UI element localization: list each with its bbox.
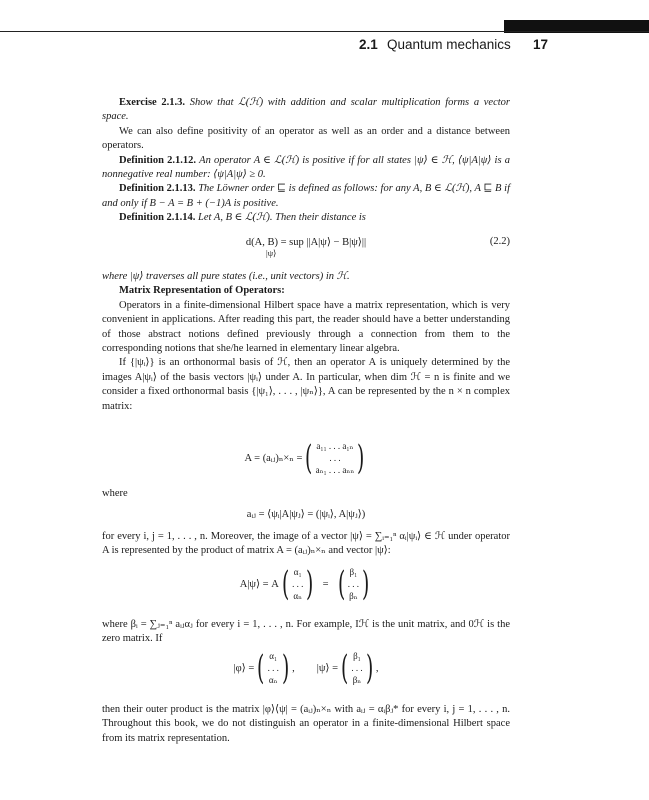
psi-lhs: |ψ⟩ = (316, 663, 339, 674)
equation-2-2 (102, 236, 510, 258)
exercise-text: Show that ℒ(ℋ) with addition and scalar multiplication forms a vector space. (102, 97, 510, 123)
subheading-matrix: Matrix Representation of Operators: (119, 285, 285, 297)
vector-entry: β₁ (349, 567, 358, 577)
paragraph-image: for every i, j = 1, . . . , n. Moreover, the image of a vector |ψ⟩ = ∑ᵢ₌₁ⁿ αᵢ|ψᵢ⟩ ∈ ℋ under operator A is represented by the product of matrix A = (aᵢⱼ)ₙ×ₙ and vector |ψ⟩: (102, 531, 510, 557)
paragraph-basis: If {|ψᵢ⟩} is an orthonormal basis of ℋ, then an operator A is uniquely determined by the images A|ψᵢ⟩ of the basis vectors |ψᵢ⟩ under A. In particular, when dim ℋ = n is finite and we consider a fixed orthonormal basis {|ψ₁⟩, . . . , |ψₙ⟩}, A can be represented by the n × n complex matrix: (102, 357, 510, 412)
exercise-block (102, 96, 510, 226)
definition-13-label: Definition 2.1.13. (119, 183, 196, 195)
matrix-a-lhs: A = (aᵢⱼ)ₙ×ₙ = (244, 453, 303, 464)
definition-12-text: An operator A ∈ ℒ(ℋ) is positive if for all states |ψ⟩ ∈ ℋ, ⟨ψ|A|ψ⟩ is a nonnegative real number: ⟨ψ|A|ψ⟩ ≥ 0. (102, 154, 510, 181)
definition-14-text: Let A, B ∈ ℒ(ℋ). Then their distance is (198, 212, 366, 224)
left-paren: ( (257, 648, 265, 688)
vector-entry: . . . (292, 579, 304, 589)
phi-lhs: |φ⟩ = (233, 663, 255, 674)
paragraph-positivity: We can also define positivity of an operator as well as an order and a distance between operators. (102, 125, 510, 152)
matrix-a (316, 440, 355, 476)
matrix-row: aₙ₁ . . . aₙₙ (315, 465, 355, 475)
vector-entry: αₙ (268, 675, 278, 685)
left-paren: ( (305, 438, 313, 478)
right-paren: ) (365, 648, 373, 688)
equals-sign: = (322, 578, 329, 590)
vector-entry: α₁ (293, 567, 302, 577)
vector-entry: α₁ (269, 651, 278, 661)
vector-entry: βₙ (349, 591, 358, 601)
vector-alpha (292, 566, 303, 602)
section-title: Quantum mechanics (387, 37, 511, 52)
equation-product (102, 566, 510, 602)
comma: , (292, 662, 295, 674)
matrix-row: . . . (329, 453, 341, 463)
header-rule (0, 31, 649, 32)
paragraph-beta: where βᵢ = ∑ⱼ₌₁ⁿ aᵢⱼαⱼ for every i = 1, . . . , n. For example, Iℋ is the unit matrix, and 0ℋ is the zero matrix. If (102, 619, 510, 645)
exercise-label: Exercise 2.1.3. (119, 97, 186, 108)
vector-entry: . . . (351, 663, 363, 673)
distance-formula: d(A, B) = sup ||A|ψ⟩ − B|ψ⟩|| (245, 237, 367, 248)
right-paren: ) (306, 564, 314, 604)
comma: , (375, 662, 379, 674)
where-label: where (102, 488, 128, 499)
vector-entry: β₁ (353, 651, 361, 661)
vector-beta (351, 650, 362, 686)
equation-phi-psi (102, 650, 510, 686)
equation-aij: aᵢⱼ = ⟨ψᵢ|A|ψⱼ⟩ = (|ψᵢ⟩, A|ψⱼ⟩) (246, 509, 366, 520)
vector-entry: . . . (347, 579, 360, 589)
left-paren: ( (337, 564, 345, 604)
vector-entry: βₙ (352, 675, 362, 685)
right-paren: ) (357, 438, 365, 478)
left-paren: ( (341, 648, 349, 688)
definition-13-text: The Löwner order ⊑ is defined as follows: for any A, B ∈ ℒ(ℋ), A ⊑ B if and only if B − A = B + (−1)A is positive. (102, 183, 510, 209)
sup-subscript: |ψ⟩ (266, 248, 277, 258)
vector-beta (348, 566, 359, 602)
right-paren: ) (362, 564, 370, 604)
vector-entry: . . . (267, 663, 279, 673)
where-pure-states: where |ψ⟩ traverses all pure states (i.e., unit vectors) in ℋ. (102, 271, 350, 282)
matrix-row: a₁₁ . . . a₁ₙ (316, 441, 354, 451)
vector-entry: αₙ (293, 591, 302, 601)
running-header (0, 37, 649, 57)
vector-alpha (268, 650, 279, 686)
paragraph-outer-product: then their outer product is the matrix |φ⟩⟨ψ| = (aᵢⱼ)ₙ×ₙ with aᵢⱼ = αᵢβⱼ* for every i, j = 1, . . . , n. Throughout this book, we do not distinguish an operator in a finite-dimensional Hilbert space from its matrix representation. (102, 704, 510, 744)
product-lhs: A|ψ⟩ = A (239, 579, 279, 590)
section-number: 2.1 (359, 37, 378, 52)
definition-14-label: Definition 2.1.14. (119, 212, 196, 224)
right-paren: ) (281, 648, 290, 688)
equation-matrix-a (102, 440, 510, 476)
page-number: 17 (533, 37, 549, 52)
paragraph-matrix-intro: Operators in a finite-dimensional Hilbert space have a matrix representation, which is very convenient in applications. After reading this part, the reader should have a better understanding of those abstract notions defined previously through a connection from them to the corresponding notions that she/he learned in elementary linear algebra. (102, 299, 510, 355)
equation-number: (2.2) (489, 236, 510, 247)
matrix-section (102, 270, 510, 414)
left-paren: ( (281, 564, 290, 604)
definition-12-label: Definition 2.1.12. (119, 154, 196, 166)
